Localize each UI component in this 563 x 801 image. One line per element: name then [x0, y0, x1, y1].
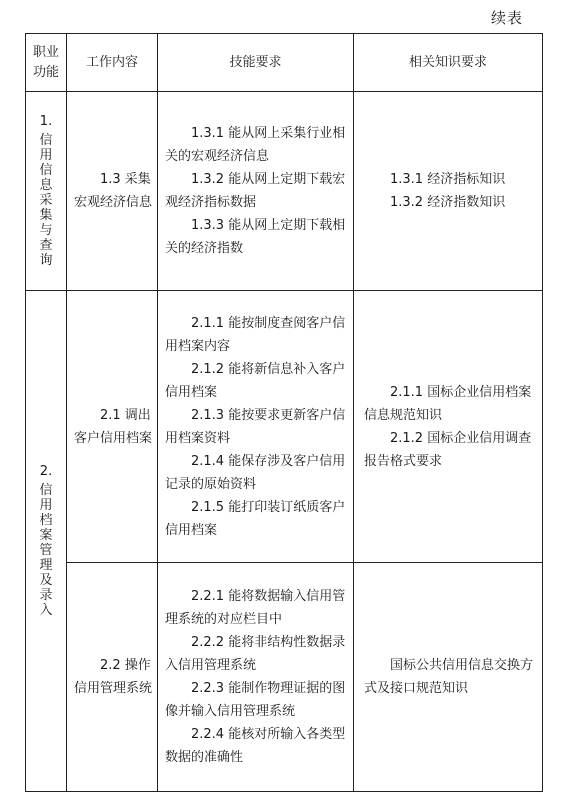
skill-item: 1.3.3 能从网上定期下载相关的经济指数 [165, 218, 346, 256]
knowledge-cell [354, 291, 543, 563]
skill-item: 1.3.1 能从网上采集行业相关的宏观经济信息 [165, 126, 346, 164]
skills-cell [158, 92, 354, 291]
skill-item: 2.2.4 能核对所输入各类型数据的准确性 [165, 727, 346, 765]
function-name: 信用信息采集与查询 [39, 133, 53, 268]
knowledge-item: 1.3.1 经济指标知识 [390, 172, 506, 187]
table-row [26, 92, 543, 291]
header-skills: 技能要求 [158, 34, 354, 92]
content-text: 2.1 调出客户信用档案 [74, 407, 153, 446]
skill-item: 2.2.3 能制作物理证据的图像并输入信用管理系统 [165, 681, 346, 719]
skill-item: 1.3.2 能从网上定期下载宏观经济指标数据 [165, 172, 346, 210]
function-cell [26, 92, 67, 291]
skill-item: 2.1.1 能按制度查阅客户信用档案内容 [165, 315, 346, 354]
content-text: 1.3 采集宏观经济信息 [74, 172, 153, 210]
content-cell [67, 92, 158, 291]
knowledge-item: 2.1.1 国标企业信用档案信息规范知识 [364, 384, 532, 423]
header-content: 工作内容 [67, 34, 158, 92]
skills-cell [158, 563, 354, 792]
header-knowledge: 相关知识要求 [354, 34, 543, 92]
skill-item: 2.2.2 能将非结构性数据录入信用管理系统 [165, 635, 346, 673]
function-cell [26, 291, 67, 792]
content-cell [67, 291, 158, 563]
skill-item: 2.1.2 能将新信息补入客户信用档案 [165, 361, 346, 400]
table-row [26, 291, 543, 563]
knowledge-cell [354, 92, 543, 291]
knowledge-item: 国标公共信用信息交换方式及接口规范知识 [364, 658, 534, 696]
function-number: 2. [39, 464, 53, 479]
function-name: 信用档案管理及录入 [39, 483, 53, 618]
skill-item: 2.1.3 能按要求更新客户信用档案资料 [165, 407, 346, 446]
content-text: 2.2 操作信用管理系统 [74, 658, 153, 696]
occupation-standard-table [25, 33, 543, 792]
skill-item: 2.1.4 能保存涉及客户信用记录的原始资料 [165, 453, 346, 492]
header-function: 职业功能 [26, 34, 67, 92]
table-row [26, 563, 543, 792]
knowledge-item: 1.3.2 经济指数知识 [390, 195, 506, 210]
skill-item: 2.1.5 能打印装订纸质客户信用档案 [165, 499, 346, 538]
skills-cell [158, 291, 354, 563]
knowledge-item: 2.1.2 国标企业信用调查报告格式要求 [364, 430, 532, 469]
continued-label: 续表 [490, 9, 523, 27]
skill-item: 2.2.1 能将数据输入信用管理系统的对应栏目中 [165, 589, 346, 627]
table-header-row [26, 34, 543, 92]
knowledge-cell [354, 563, 543, 792]
content-cell [67, 563, 158, 792]
function-number: 1. [39, 114, 53, 129]
